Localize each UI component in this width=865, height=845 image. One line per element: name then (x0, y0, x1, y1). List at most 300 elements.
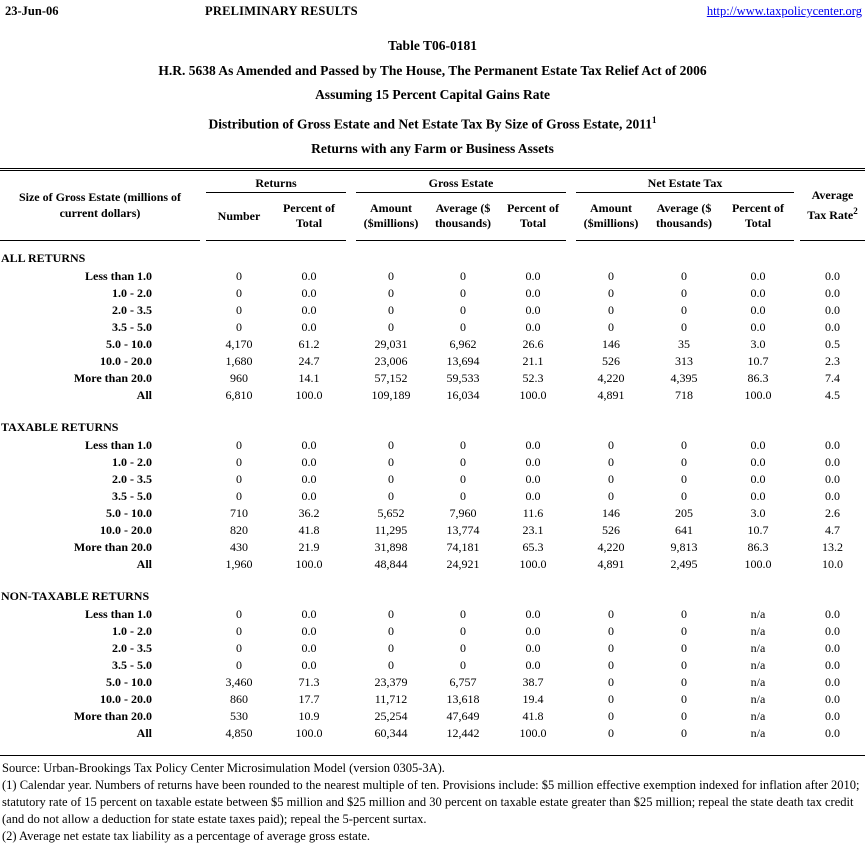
table-cell: 0.0 (301, 606, 317, 621)
table-cell: 17.7 (298, 691, 320, 706)
table-cell: 26.6 (522, 336, 544, 351)
table-cell: n/a (750, 674, 766, 689)
table-cell: 0 (460, 302, 466, 317)
table-cell: 0 (681, 674, 687, 689)
footnote-2: (2) Average net estate tax liability as a percentage of average gross estate. (2, 829, 370, 843)
table-cell: 61.2 (298, 336, 320, 351)
table-cell: 0 (460, 437, 466, 452)
table-cell: 0.0 (525, 471, 541, 486)
table-cell: 0 (236, 640, 242, 655)
column-gap (346, 336, 356, 353)
table-cell: 0 (608, 691, 614, 706)
column-gap (566, 302, 576, 319)
table-cell: 526 (602, 522, 620, 537)
average-tax-rate-header: Average Tax Rate$^2$ (800, 169, 865, 240)
row-label: 2.0 - 3.5 (112, 471, 152, 486)
table-cell: 0.0 (750, 488, 766, 503)
column-gap (566, 674, 576, 691)
table-cell: 0 (681, 437, 687, 452)
table-cell: 100.0 (744, 387, 772, 402)
table-cell: 0.0 (301, 488, 317, 503)
table-cell: 4,220 (597, 370, 625, 385)
table-row (0, 268, 865, 285)
table-cell: 13.2 (822, 539, 843, 554)
table-cell: 0 (681, 454, 687, 469)
row-label: Less than 1.0 (84, 606, 152, 621)
report-date: 23-Jun-06 (5, 4, 59, 18)
table-cell: 1,960 (225, 556, 253, 571)
table-cell: 0.0 (525, 623, 541, 638)
table-cell: 86.3 (747, 370, 769, 385)
column-gap (346, 539, 356, 556)
table-cell: 0.0 (825, 488, 840, 503)
row-label: More than 20.0 (73, 539, 152, 554)
table-cell: 0 (236, 319, 242, 334)
row-label: More than 20.0 (73, 370, 152, 385)
table-cell: 0 (460, 640, 466, 655)
table-cell: 52.3 (522, 370, 544, 385)
table-cell: 0 (236, 471, 242, 486)
table-cell: 0.0 (301, 285, 317, 300)
table-cell: 4.5 (825, 387, 840, 402)
table-cell: 25,254 (374, 708, 408, 723)
column-gap (346, 268, 356, 285)
table-cell: 0.0 (301, 640, 317, 655)
table-cell: 0.0 (301, 623, 317, 638)
column-gap (566, 370, 576, 387)
table-cell: 0.0 (825, 674, 840, 689)
table-cell: 0 (460, 471, 466, 486)
table-cell: 0.0 (750, 437, 766, 452)
table-row (0, 387, 865, 404)
group-header-returns: Returns (206, 169, 346, 192)
table-cell: 31,898 (374, 539, 408, 554)
column-header: Percent of Total (500, 192, 566, 240)
table-cell: 0.0 (525, 268, 541, 283)
table-cell: 0 (236, 302, 242, 317)
table-cell: 0 (236, 606, 242, 621)
table-cell: 0 (236, 437, 242, 452)
table-cell: 1,680 (225, 353, 253, 368)
table-cell: 0 (608, 708, 614, 723)
section-header-row (0, 240, 865, 268)
table-cell: 4.7 (825, 522, 840, 537)
footnotes (0, 760, 865, 845)
table-cell: 21.1 (522, 353, 544, 368)
table-cell: 3,460 (225, 674, 253, 689)
table-cell: 6,757 (449, 674, 477, 689)
column-gap (346, 302, 356, 319)
table-cell: 24.7 (298, 353, 320, 368)
column-header: Number (206, 192, 272, 240)
table-cell: n/a (750, 708, 766, 723)
table-cell: 11,712 (374, 691, 408, 706)
column-gap (566, 505, 576, 522)
title-line-4: Returns with any Farm or Business Assets (311, 140, 554, 156)
table-cell: 0 (388, 302, 394, 317)
table-cell: 0 (608, 437, 614, 452)
table-cell: 0 (388, 471, 394, 486)
section-title: ALL RETURNS (1, 250, 86, 265)
table-cell: 0.0 (525, 640, 541, 655)
column-gap (566, 169, 576, 240)
column-gap (346, 522, 356, 539)
column-gap (346, 606, 356, 623)
column-gap (346, 708, 356, 725)
table-cell: n/a (750, 725, 766, 740)
table-cell: 47,649 (446, 708, 480, 723)
table-cell: 10.0 (822, 556, 843, 571)
table-cell: 0.0 (750, 268, 766, 283)
table-cell: 16,034 (446, 387, 480, 402)
column-header: Percent of Total (722, 192, 794, 240)
row-label: 5.0 - 10.0 (106, 336, 152, 351)
table-cell: 0 (608, 285, 614, 300)
table-cell: 0 (236, 285, 242, 300)
table-cell: 11.6 (522, 505, 544, 520)
table-cell: 0.0 (750, 302, 766, 317)
column-gap (346, 505, 356, 522)
column-gap (566, 336, 576, 353)
table-cell: 0 (236, 488, 242, 503)
table-cell: n/a (750, 691, 766, 706)
table-cell: 41.8 (522, 708, 544, 723)
table-cell: 100.0 (519, 725, 547, 740)
table-cell: 0 (388, 268, 394, 283)
table-cell: 0 (608, 640, 614, 655)
row-label: More than 20.0 (73, 708, 152, 723)
table-cell: 0 (608, 606, 614, 621)
table-cell: 146 (602, 505, 620, 520)
footnote-1-marker: 1 (652, 114, 657, 125)
row-label: All (136, 725, 152, 740)
table-cell: 11,295 (374, 522, 408, 537)
column-header: Average ($ thousands) (426, 192, 500, 240)
table-cell: 0.0 (825, 319, 840, 334)
preliminary-results-label: PRELIMINARY RESULTS (205, 4, 358, 18)
title-block (0, 39, 865, 156)
row-label: 3.5 - 5.0 (112, 488, 152, 503)
table-cell: 0.0 (301, 657, 317, 672)
table-cell: 59,533 (446, 370, 480, 385)
row-label: 3.5 - 5.0 (112, 657, 152, 672)
source-note: Source: Urban-Brookings Tax Policy Center Microsimulation Model (version 0305-3A). (2, 761, 445, 775)
table-row (0, 657, 865, 674)
table-cell: 0 (681, 319, 687, 334)
row-label: 1.0 - 2.0 (112, 454, 152, 469)
table-cell: 23.1 (522, 522, 544, 537)
table-cell: 0 (681, 285, 687, 300)
table-row (0, 691, 865, 708)
table-cell: 860 (230, 691, 248, 706)
table-row (0, 319, 865, 336)
table-cell: 0 (608, 488, 614, 503)
section-title: TAXABLE RETURNS (1, 419, 119, 434)
row-label: 3.5 - 5.0 (112, 319, 152, 334)
table-cell: 0.0 (525, 319, 541, 334)
column-gap (566, 488, 576, 505)
group-header-gross-estate: Gross Estate (356, 169, 566, 192)
column-gap (566, 387, 576, 404)
table-cell: 0 (681, 708, 687, 723)
table-cell: n/a (750, 623, 766, 638)
table-cell: 313 (675, 353, 693, 368)
table-cell: 205 (675, 505, 693, 520)
table-cell: 526 (602, 353, 620, 368)
column-gap (346, 488, 356, 505)
table-cell: 0 (681, 268, 687, 283)
row-label: 1.0 - 2.0 (112, 285, 152, 300)
title-line-3: Distribution of Gross Estate and Net Estate Tax By Size of Gross Estate, 2011$^1$ (208, 114, 657, 131)
column-gap (566, 606, 576, 623)
table-cell: 0 (388, 657, 394, 672)
column-gap (566, 471, 576, 488)
table-cell: 0 (388, 437, 394, 452)
table-cell: 0 (236, 268, 242, 283)
column-gap (346, 640, 356, 657)
table-cell: 23,379 (374, 674, 408, 689)
table-row (0, 302, 865, 319)
title-line-2: Assuming 15 Percent Capital Gains Rate (315, 87, 550, 102)
title-line-1: H.R. 5638 As Amended and Passed by The House, The Permanent Estate Tax Relief Act of 2006 (158, 62, 707, 78)
table-row (0, 437, 865, 454)
table-cell: 48,844 (374, 556, 408, 571)
column-gap (346, 556, 356, 573)
table-cell: 0.0 (525, 302, 541, 317)
table-cell: 6,810 (225, 387, 253, 402)
table-cell: 0 (681, 657, 687, 672)
table-cell: 60,344 (374, 725, 408, 740)
column-gap (346, 319, 356, 336)
table-cell: 0 (460, 606, 466, 621)
table-cell: 4,891 (597, 556, 625, 571)
column-gap (346, 285, 356, 302)
table-cell: 0 (608, 623, 614, 638)
table-cell: 14.1 (298, 370, 320, 385)
table-cell: 0 (236, 454, 242, 469)
column-gap (346, 471, 356, 488)
row-label: 1.0 - 2.0 (112, 623, 152, 638)
table-cell: 0.0 (301, 454, 317, 469)
row-label: 10.0 - 20.0 (100, 691, 152, 706)
table-cell: n/a (750, 606, 766, 621)
column-header: Amount ($millions) (356, 192, 426, 240)
table-row (0, 606, 865, 623)
table-cell: 0.0 (525, 285, 541, 300)
row-label: 5.0 - 10.0 (106, 505, 152, 520)
column-gap (566, 556, 576, 573)
column-gap (346, 370, 356, 387)
table-cell: 0.0 (301, 319, 317, 334)
table-cell: 0.0 (525, 454, 541, 469)
table-cell: 4,170 (225, 336, 253, 351)
column-header: Average ($ thousands) (646, 192, 722, 240)
column-gap (346, 657, 356, 674)
table-cell: 0 (608, 268, 614, 283)
table-cell: 0.0 (825, 302, 840, 317)
table-cell: 0.0 (825, 691, 840, 706)
table-cell: 10.9 (298, 708, 320, 723)
table-bottom-spacer (0, 742, 865, 756)
column-gap (566, 522, 576, 539)
table-cell: 0.0 (750, 454, 766, 469)
table-cell: 2,495 (670, 556, 698, 571)
table-cell: 4,850 (225, 725, 253, 740)
table-cell: 0.0 (525, 437, 541, 452)
table-cell: 0.0 (825, 471, 840, 486)
table-cell: 7.4 (825, 370, 840, 385)
table-row (0, 488, 865, 505)
footnote-1: (1) Calendar year. Numbers of returns have been rounded to the nearest multiple of ten. Provisions include: $5 million effective exemption indexed for inflation after 2010; statutory rate of 15 percent on taxable estate between $5 million and $25 million and 30 percent on taxable estate greater than $25 million; repeal the state death tax credit (and do not allow a deduction for state estate taxes paid); repeal the 5-percent surtax. (2, 778, 860, 826)
table-cell: 0 (608, 657, 614, 672)
table-cell: 65.3 (522, 539, 544, 554)
table-cell: 4,220 (597, 539, 625, 554)
column-gap (566, 623, 576, 640)
table-cell: 57,152 (374, 370, 408, 385)
table-cell: 0.0 (525, 488, 541, 503)
table-cell: 0 (236, 657, 242, 672)
table-cell: 36.2 (298, 505, 320, 520)
table-cell: 100.0 (295, 387, 323, 402)
table-cell: 109,189 (371, 387, 411, 402)
table-cell: 38.7 (522, 674, 544, 689)
table-cell: 4,891 (597, 387, 625, 402)
table-cell: 0 (681, 691, 687, 706)
table-number: Table T06-0181 (388, 38, 477, 53)
table-cell: 35 (678, 336, 690, 351)
table-cell: 0 (236, 623, 242, 638)
table-cell: 0.0 (825, 437, 840, 452)
table-cell: 0 (388, 319, 394, 334)
row-label: 2.0 - 3.5 (112, 640, 152, 655)
table-cell: 0.0 (750, 285, 766, 300)
table-cell: 100.0 (295, 556, 323, 571)
table-cell: 24,921 (446, 556, 480, 571)
table-cell: 10.7 (747, 522, 769, 537)
footnote-2-marker: 2 (853, 206, 858, 216)
table-cell: 0 (460, 454, 466, 469)
row-label: 10.0 - 20.0 (100, 353, 152, 368)
table-cell: 0.0 (301, 302, 317, 317)
table-cell: 23,006 (374, 353, 408, 368)
table-cell: 0.0 (525, 657, 541, 672)
table-row (0, 505, 865, 522)
table-row (0, 454, 865, 471)
group-header-net-estate-tax: Net Estate Tax (576, 169, 794, 192)
table-cell: 0 (681, 640, 687, 655)
table-row (0, 674, 865, 691)
row-label: 5.0 - 10.0 (106, 674, 152, 689)
column-gap (566, 708, 576, 725)
table-cell: 0 (681, 488, 687, 503)
column-gap (346, 691, 356, 708)
table-cell: 6,962 (449, 336, 477, 351)
table-cell: 0.0 (825, 725, 840, 740)
table-cell: 0 (608, 674, 614, 689)
table-cell: 19.4 (522, 691, 544, 706)
table-cell: 0.0 (825, 454, 840, 469)
table-cell: 5,652 (377, 505, 405, 520)
table-cell: 2.3 (825, 353, 840, 368)
table-cell: 530 (230, 708, 248, 723)
table-cell: n/a (750, 640, 766, 655)
table-row (0, 471, 865, 488)
row-label: 2.0 - 3.5 (112, 302, 152, 317)
row-label: Less than 1.0 (84, 437, 152, 452)
table-cell: 100.0 (519, 556, 547, 571)
table-cell: 21.9 (298, 539, 320, 554)
table-cell: 0 (460, 488, 466, 503)
table-cell: 0 (608, 302, 614, 317)
column-gap (566, 319, 576, 336)
column-header: Amount ($millions) (576, 192, 646, 240)
table-row (0, 539, 865, 556)
table-cell: 718 (675, 387, 693, 402)
column-gap (566, 691, 576, 708)
table-cell: 710 (230, 505, 248, 520)
column-gap (346, 437, 356, 454)
table-cell: 13,694 (446, 353, 480, 368)
results-table (0, 168, 865, 757)
table-cell: 0.0 (301, 268, 317, 283)
table-row (0, 336, 865, 353)
table-cell: 0 (681, 471, 687, 486)
table-cell: 146 (602, 336, 620, 351)
table-cell: 13,774 (446, 522, 480, 537)
table-cell: 3.0 (750, 336, 766, 351)
table-cell: 0.0 (750, 471, 766, 486)
table-cell: 0 (608, 471, 614, 486)
column-gap (346, 387, 356, 404)
table-cell: 12,442 (446, 725, 480, 740)
table-cell: 0 (388, 640, 394, 655)
column-gap (566, 640, 576, 657)
row-label: All (136, 556, 152, 571)
table-cell: 0 (388, 454, 394, 469)
column-gap (566, 657, 576, 674)
table-cell: 0.0 (825, 640, 840, 655)
column-gap (566, 285, 576, 302)
table-cell: 41.8 (298, 522, 320, 537)
table-cell: 430 (230, 539, 248, 554)
table-cell: 0 (388, 623, 394, 638)
table-cell: 0 (608, 725, 614, 740)
table-row (0, 623, 865, 640)
table-cell: 10.7 (747, 353, 769, 368)
table-row (0, 522, 865, 539)
row-label: All (136, 387, 152, 402)
table-cell: 0 (388, 606, 394, 621)
column-gap (566, 539, 576, 556)
table-cell: 0.0 (825, 657, 840, 672)
table-cell: 0.5 (825, 336, 840, 351)
table-cell: 3.0 (750, 505, 766, 520)
table-cell: 7,960 (449, 505, 477, 520)
column-gap (566, 437, 576, 454)
table-row (0, 708, 865, 725)
table-cell: 0 (681, 623, 687, 638)
table-cell: 74,181 (446, 539, 480, 554)
table-cell: 0.0 (750, 319, 766, 334)
column-gap (346, 725, 356, 742)
table-cell: 0 (460, 319, 466, 334)
row-label: Less than 1.0 (84, 268, 152, 283)
table-row (0, 285, 865, 302)
column-header: Percent of Total (272, 192, 346, 240)
table-cell: 4,395 (670, 370, 698, 385)
table-cell: 0.0 (301, 471, 317, 486)
taxpolicycenter-link[interactable]: http://www.taxpolicycenter.org (706, 4, 862, 18)
